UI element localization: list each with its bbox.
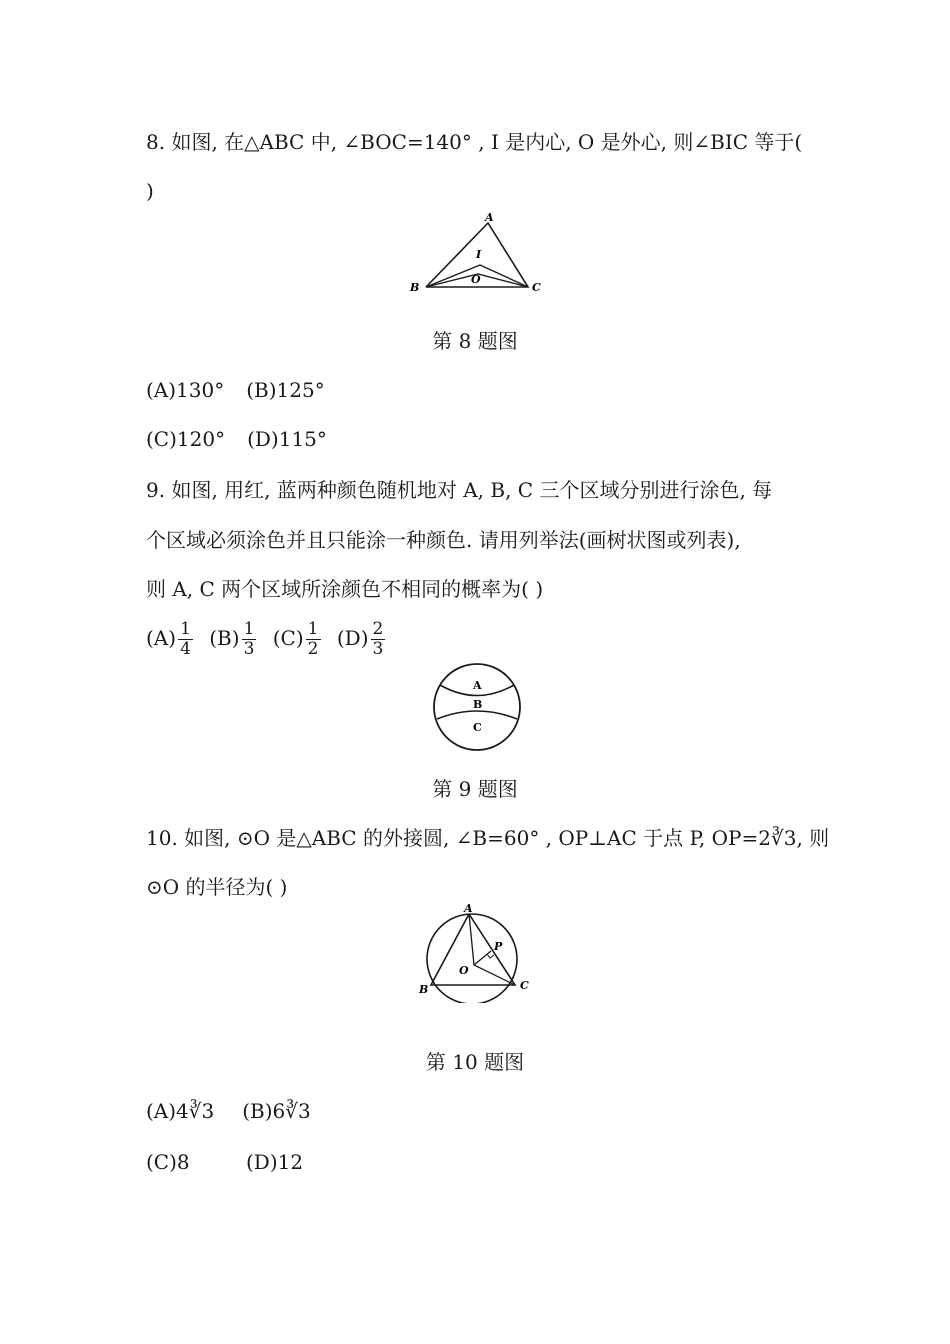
q9-option-c-numerator: 1 xyxy=(307,619,319,639)
q10-options-row-1 xyxy=(146,1098,311,1124)
q9-option-a xyxy=(146,618,199,659)
q10-right-angle-mark xyxy=(487,954,494,958)
q9-label-a: A xyxy=(473,679,482,692)
q9-figure xyxy=(425,661,529,757)
q10-option-d: (D)12 xyxy=(246,1150,304,1174)
q9-option-d-label: (D) xyxy=(336,626,369,650)
q10-options-row-2 xyxy=(146,1149,303,1175)
q9-option-a-fraction xyxy=(178,620,193,659)
q10-option-a: (A)4∛3 xyxy=(146,1099,215,1123)
q9-option-b-numerator: 1 xyxy=(243,619,255,639)
q9-lower-arc xyxy=(437,711,517,719)
q9-option-d xyxy=(337,618,391,659)
q8-option-a: (A)130° xyxy=(146,378,225,402)
q9-option-b-fraction xyxy=(242,620,257,659)
q8-stem-line-2: ) xyxy=(146,179,154,203)
q8-option-b: (B)125° xyxy=(246,378,325,402)
q8-option-d: (D)115° xyxy=(247,427,327,451)
q9-option-a-denominator: 4 xyxy=(180,639,191,659)
q8-label-o: O xyxy=(471,273,481,286)
q9-option-c-fraction xyxy=(306,620,321,659)
q9-option-c-label: (C) xyxy=(272,626,304,650)
q8-label-a: A xyxy=(485,211,494,224)
q8-label-i: I xyxy=(476,248,482,261)
q10-option-c: (C)8 xyxy=(146,1150,190,1174)
q8-option-c: (C)120° xyxy=(146,427,226,451)
q8-caption: 第 8 题图 xyxy=(432,329,518,353)
q10-label-b: B xyxy=(419,983,429,996)
q8-figure xyxy=(400,208,550,302)
q10-caption: 第 10 题图 xyxy=(425,1050,525,1074)
q9-options-row xyxy=(146,618,391,659)
q9-option-b xyxy=(209,618,262,659)
q10-circle xyxy=(427,914,517,1003)
q9-label-b: B xyxy=(473,698,483,711)
q9-stem-line-1: 9. 如图, 用红, 蓝两种颜色随机地对 A, B, C 三个区域分别进行涂色, 每 xyxy=(146,478,773,502)
q9-stem-line-3: 则 A, C 两个区域所涂颜色不相同的概率为( ) xyxy=(146,577,544,601)
q10-segment-op xyxy=(474,951,491,965)
q10-stem-line-1: 10. 如图, ⊙O 是△ABC 的外接圆, ∠B=60° , OP⊥AC 于点 P, OP=2∛3, 则 xyxy=(146,826,830,850)
q10-label-c: C xyxy=(520,979,529,992)
q8-options-row-2 xyxy=(146,426,327,452)
q9-option-c xyxy=(273,618,327,659)
q8-options-row-1 xyxy=(146,377,325,403)
q8-stem-line-1: 8. 如图, 在△ABC 中, ∠BOC=140° , I 是内心, O 是外心, 则∠BIC 等于( xyxy=(146,130,803,154)
q10-label-p: P xyxy=(494,940,503,953)
q10-option-b: (B)6∛3 xyxy=(242,1099,311,1123)
q9-caption: 第 9 题图 xyxy=(432,777,518,801)
q10-stem-line-2: ⊙O 的半径为( ) xyxy=(146,875,288,899)
q9-option-b-denominator: 3 xyxy=(243,639,255,659)
q8-label-c: C xyxy=(532,281,541,294)
q10-label-a: A xyxy=(464,903,473,915)
q9-option-a-label: (A) xyxy=(146,626,177,650)
q10-label-o: O xyxy=(459,964,469,977)
q8-label-b: B xyxy=(410,281,420,294)
q9-option-a-numerator: 1 xyxy=(180,619,191,639)
q9-option-c-denominator: 2 xyxy=(307,639,319,659)
q9-label-c: C xyxy=(473,721,482,734)
q9-option-d-denominator: 3 xyxy=(372,639,384,659)
q9-stem-line-2: 个区域必须涂色并且只能涂一种颜色. 请用列举法(画树状图或列表), xyxy=(146,528,741,552)
q9-option-d-numerator: 2 xyxy=(372,619,384,639)
q9-option-b-label: (B) xyxy=(209,626,240,650)
q9-option-d-fraction xyxy=(371,620,386,659)
q10-figure xyxy=(410,903,540,1007)
